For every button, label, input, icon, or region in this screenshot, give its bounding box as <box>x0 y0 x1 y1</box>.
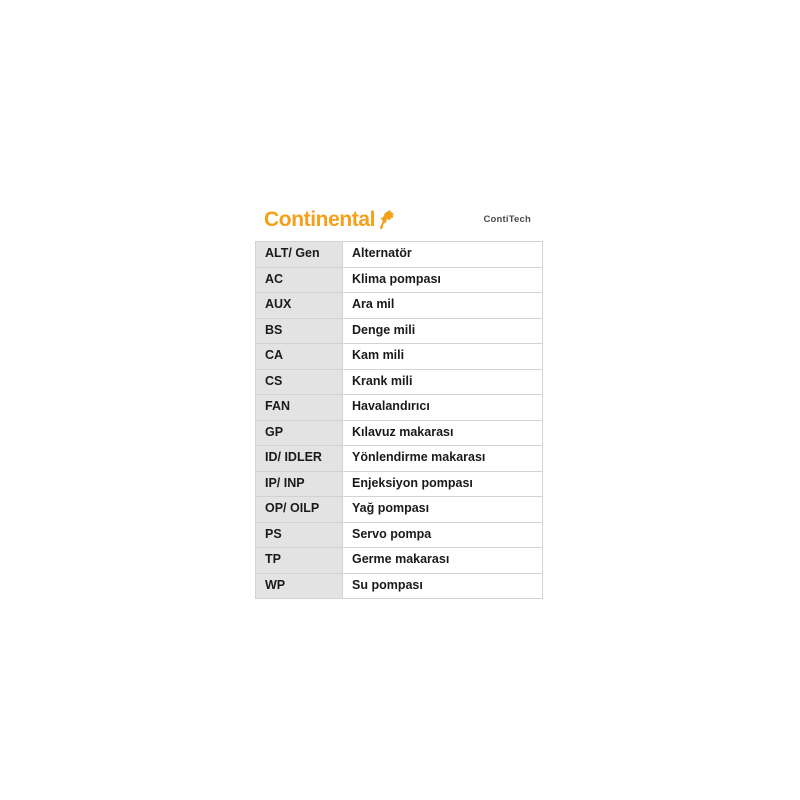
abbreviation-description: Alternatör <box>343 242 543 268</box>
table-row <box>256 497 543 523</box>
table-row <box>256 522 543 548</box>
table-row <box>256 471 543 497</box>
table-row <box>256 395 543 421</box>
abbreviation-description: Enjeksiyon pompası <box>343 471 543 497</box>
table-row <box>256 242 543 268</box>
abbreviation-legend-card <box>255 197 543 599</box>
table-row <box>256 267 543 293</box>
abbreviation-code: CS <box>256 369 343 395</box>
table-row <box>256 446 543 472</box>
table-row <box>256 293 543 319</box>
abbreviation-description: Yönlendirme makarası <box>343 446 543 472</box>
abbreviation-code: PS <box>256 522 343 548</box>
abbreviation-code: TP <box>256 548 343 574</box>
abbreviation-description: Yağ pompası <box>343 497 543 523</box>
continental-wordmark: Continental <box>264 207 376 231</box>
abbreviation-description: Klima pompası <box>343 267 543 293</box>
brand-header <box>255 197 543 241</box>
abbreviation-description: Ara mil <box>343 293 543 319</box>
abbreviation-description: Germe makarası <box>343 548 543 574</box>
abbreviation-table <box>255 241 543 599</box>
abbreviation-code: FAN <box>256 395 343 421</box>
abbreviation-description: Denge mili <box>343 318 543 344</box>
contitech-sub-brand: ContiTech <box>483 213 531 225</box>
abbreviation-code: AC <box>256 267 343 293</box>
abbreviation-description: Kam mili <box>343 344 543 370</box>
abbreviation-description: Krank mili <box>343 369 543 395</box>
abbreviation-description: Kılavuz makarası <box>343 420 543 446</box>
table-row <box>256 420 543 446</box>
table-row <box>256 548 543 574</box>
abbreviation-code: CA <box>256 344 343 370</box>
abbreviation-code: GP <box>256 420 343 446</box>
horse-logo-icon <box>377 209 395 231</box>
table-row <box>256 344 543 370</box>
abbreviation-code: ALT/ Gen <box>256 242 343 268</box>
abbreviation-description: Havalandırıcı <box>343 395 543 421</box>
abbreviation-code: AUX <box>256 293 343 319</box>
abbreviation-code: ID/ IDLER <box>256 446 343 472</box>
abbreviation-code: BS <box>256 318 343 344</box>
abbreviation-code: IP/ INP <box>256 471 343 497</box>
abbreviation-description: Servo pompa <box>343 522 543 548</box>
abbreviation-table-body <box>256 242 543 599</box>
table-row <box>256 318 543 344</box>
abbreviation-description: Su pompası <box>343 573 543 599</box>
table-row <box>256 573 543 599</box>
table-row <box>256 369 543 395</box>
abbreviation-code: OP/ OILP <box>256 497 343 523</box>
abbreviation-code: WP <box>256 573 343 599</box>
